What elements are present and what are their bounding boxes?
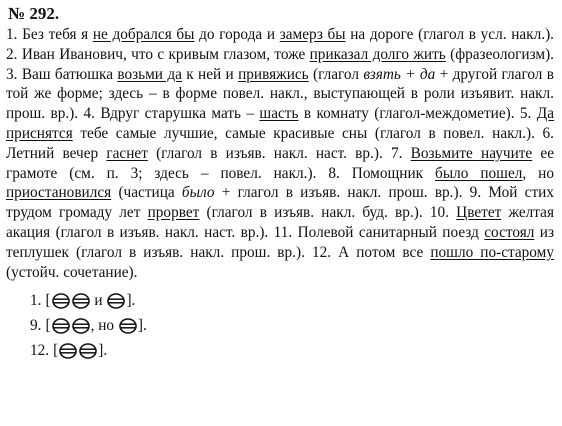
underlined-predicate: Да приснятся <box>6 105 555 142</box>
text-segment: (устойч. сочетание). <box>6 263 138 281</box>
text-segment: (фразеологизм). 3. Ваш батюшка <box>6 45 555 83</box>
text-segment: тебе самые лучшие, самые красивые сны (глагол в повел. накл.). 6. Летний вечер <box>6 124 554 162</box>
scheme-text: [ <box>45 317 51 335</box>
text-segment: в комнату (глагол-междометие). 5. <box>298 105 537 123</box>
circled-horizontal-lines-icon <box>52 318 70 334</box>
circled-horizontal-lines-icon <box>79 343 97 359</box>
italic-term: взять + да <box>363 65 436 83</box>
text-segment: (глагол в изъяв. накл. наст. вр.). 7. <box>147 144 411 162</box>
text-segment: ее грамоте (см. п. 3; здесь – повел. накл.). 8. Помощник <box>6 144 555 182</box>
scheme-text: ]. <box>98 342 108 360</box>
scheme-row <box>30 338 554 363</box>
circled-horizontal-lines-icon <box>72 318 90 334</box>
text-segment: на дороге (глагол в усл. накл.). 2. Иван Иванович, что с кривым глазом, тоже <box>6 26 554 63</box>
scheme-label: 1. <box>30 292 42 310</box>
scheme-label: 12. <box>30 342 50 360</box>
underlined-predicate: не добрался бы <box>92 26 195 43</box>
text-segment: желтая акация (глагол в изъяв. накл. наст. вр.). 11. Полевой санитарный поезд <box>6 204 554 241</box>
underlined-predicate: Возьмите научите <box>410 144 533 162</box>
sentence-schemes <box>6 288 554 363</box>
scheme-text: ]. <box>137 317 147 335</box>
scheme-text: ]. <box>126 292 136 310</box>
underlined-predicate: приказал долго жить <box>309 45 446 63</box>
underlined-predicate: шасть <box>259 105 299 123</box>
underlined-predicate: пошло по-старому <box>430 243 554 261</box>
italic-term: было <box>181 184 215 202</box>
text-segment: 1. Без тебя я <box>6 26 93 43</box>
scheme-row <box>30 313 554 338</box>
scheme-text: , но <box>90 317 118 335</box>
text-segment: , но <box>522 164 555 182</box>
text-segment: (глагол в изъяв. накл. буд. вр.). 10. <box>199 204 457 222</box>
underlined-predicate: Цветет <box>456 204 502 222</box>
underlined-predicate: прорвет <box>147 204 200 222</box>
text-segment: + другой глагол в той же форме; здесь – в форме повел. накл., выступающей в роли изъявит. накл. прош. вр.). 4. Вдруг старушка мать – <box>6 65 554 123</box>
text-segment: к ней и <box>181 65 239 83</box>
underlined-predicate: привяжись <box>238 65 309 83</box>
circled-horizontal-lines-icon <box>72 293 90 309</box>
text-segment: (глагол <box>308 65 364 83</box>
underlined-predicate: гаснет <box>106 144 148 162</box>
text-segment: (частица <box>111 184 182 202</box>
exercise-text <box>6 25 554 282</box>
circled-horizontal-lines-icon <box>52 293 70 309</box>
circled-horizontal-lines-icon <box>107 293 125 309</box>
underlined-predicate: приостановился <box>6 184 112 202</box>
scheme-text: и <box>90 292 107 310</box>
circled-horizontal-lines-icon <box>119 318 137 334</box>
scheme-row <box>30 288 554 313</box>
underlined-predicate: замерз бы <box>279 26 346 43</box>
scheme-text: [ <box>45 292 51 310</box>
text-segment: до города и <box>194 26 280 43</box>
underlined-predicate: состоял <box>484 223 535 241</box>
text-segment: из теплушек (глагол в изъяв. накл. прош. вр.). 12. А потом все <box>6 223 554 261</box>
scheme-label: 9. <box>30 317 42 335</box>
underlined-predicate: было пошел <box>435 164 523 182</box>
text-segment: + глагол в изъяв. накл. прош. вр.). 9. Мой стих трудом громаду лет <box>6 184 554 222</box>
exercise-number: № 292. <box>8 4 60 23</box>
circled-horizontal-lines-icon <box>59 343 77 359</box>
scheme-text: [ <box>53 342 59 360</box>
underlined-predicate: возьми да <box>117 65 182 83</box>
